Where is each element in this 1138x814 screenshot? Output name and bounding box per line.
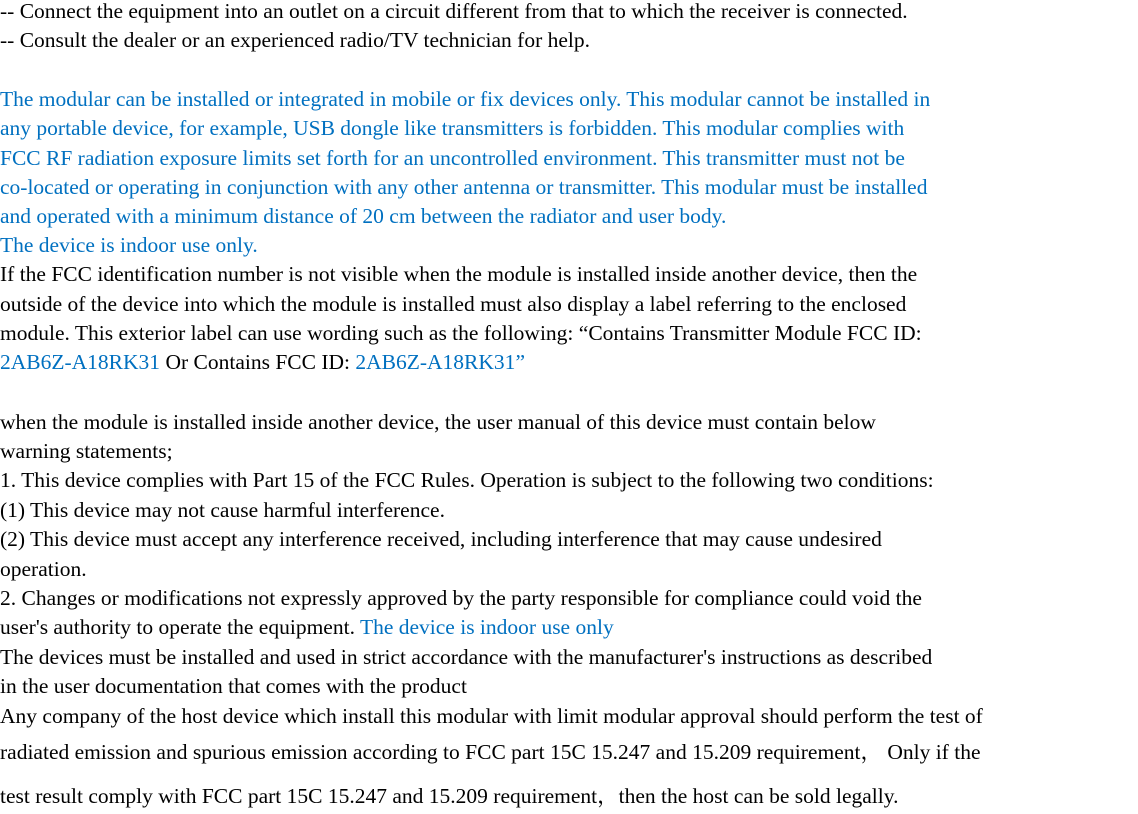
host-device-line-3: test result comply with FCC part 15C 15.247 and 15.209 requirement，then the host can be sold legally. (0, 784, 899, 808)
modular-statement-line-4: co-located or operating in conjunction with any other antenna or transmitter. This modular must be installed (0, 175, 928, 199)
modular-statement-line-1: The modular can be installed or integrated in mobile or fix devices only. This modular cannot be installed in (0, 87, 931, 111)
host-device-line-1: Any company of the host device which install this modular with limit modular approval should perform the test of (0, 704, 983, 728)
indoor-use-note: The device is indoor use only. (0, 233, 258, 257)
closing-quote: ” (515, 350, 525, 374)
indoor-use-note-2: The device is indoor use only (359, 615, 614, 639)
modular-statement-line-5: and operated with a minimum distance of 20 cm between the radiator and user body. (0, 204, 727, 228)
installation-note-line-1: The devices must be installed and used in strict accordance with the manufacturer's instructions as described (0, 645, 933, 669)
modular-statement-line-2: any portable device, for example, USB dongle like transmitters is forbidden. This modular complies with (0, 116, 905, 140)
fcc-id-paragraph-line-1: If the FCC identification number is not visible when the module is installed inside another device, then the (0, 262, 918, 286)
para-connect-outlet: -- Connect the equipment into an outlet on a circuit different from that to which the receiver is connected. (0, 0, 908, 23)
user-manual-line-2: warning statements; (0, 439, 173, 463)
condition-2-line-1: (2) This device must accept any interference received, including interference that may cause undesired (0, 527, 882, 551)
fcc-id-value-2: 2AB6Z-A18RK31 (355, 350, 516, 374)
fcc-id-paragraph-line-3: module. This exterior label can use wording such as the following: “Contains Transmitter Module FCC ID: (0, 321, 922, 345)
condition-1: (1) This device may not cause harmful interference. (0, 498, 445, 522)
changes-warning-line-1: 2. Changes or modifications not expressly approved by the party responsible for compliance could void the (0, 586, 922, 610)
fcc-id-paragraph-line-2: outside of the device into which the module is installed must also display a label referring to the enclosed (0, 292, 907, 316)
installation-note-line-2: in the user documentation that comes with the product (0, 674, 467, 698)
changes-warning-line-2 (0, 617, 614, 639)
part15-statement: 1. This device complies with Part 15 of the FCC Rules. Operation is subject to the following two conditions: (0, 468, 934, 492)
host-device-line-2: radiated emission and spurious emission according to FCC part 15C 15.247 and 15.209 requirement， Only if the (0, 740, 981, 764)
para-consult-dealer: -- Consult the dealer or an experienced radio/TV technician for help. (0, 28, 591, 52)
fcc-id-or-text: Or Contains FCC ID: (160, 350, 356, 374)
fcc-id-value: 2AB6Z-A18RK31 (0, 350, 161, 374)
modular-statement-line-3: FCC RF radiation exposure limits set forth for an uncontrolled environment. This transmitter must not be (0, 146, 905, 170)
condition-2-line-2: operation. (0, 557, 87, 581)
user-manual-line-1: when the module is installed inside another device, the user manual of this device must contain below (0, 410, 876, 434)
authority-text: user's authority to operate the equipment. (0, 615, 360, 639)
fcc-id-line (0, 352, 525, 374)
